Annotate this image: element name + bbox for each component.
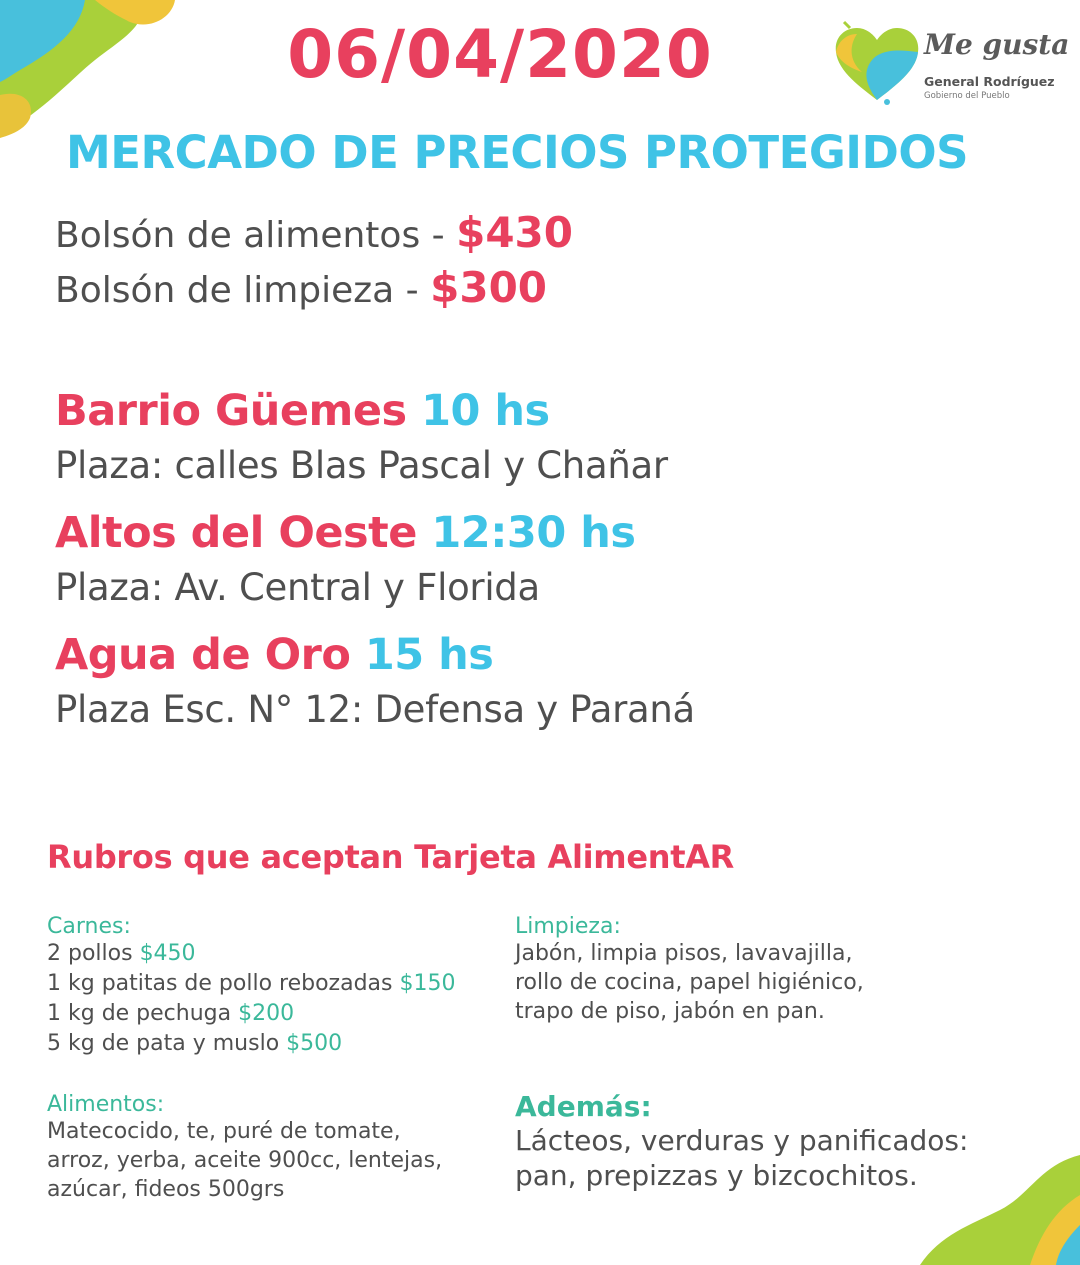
- location-name: [55, 508, 635, 558]
- location-time: 12:30 hs: [431, 508, 636, 558]
- bolson-label: Bolsón de limpieza -: [55, 270, 431, 311]
- rubros-title: Rubros que aceptan Tarjeta AlimentAR: [47, 838, 735, 876]
- bolson-limpieza: [55, 263, 547, 312]
- heart-logo-icon: [832, 20, 922, 110]
- list-item: 2 pollos $450: [47, 941, 196, 966]
- logo-tagline: Gobierno del Pueblo: [924, 91, 1010, 101]
- location-time: 10 hs: [421, 386, 550, 436]
- carnes-title: Carnes:: [47, 914, 131, 939]
- list-item: Matecocido, te, puré de tomate,: [47, 1119, 401, 1144]
- location-title: Barrio Güemes: [55, 386, 407, 436]
- limpieza-title: Limpieza:: [515, 914, 621, 939]
- bolson-label: Bolsón de alimentos -: [55, 215, 457, 256]
- list-item: Lácteos, verduras y panificados:: [515, 1124, 969, 1157]
- location-name: [55, 630, 493, 680]
- list-item: pan, prepizzas y bizcochitos.: [515, 1159, 918, 1192]
- location-place: Plaza Esc. N° 12: Defensa y Paraná: [55, 688, 695, 731]
- list-item: 5 kg de pata y muslo $500: [47, 1031, 343, 1056]
- location-place: Plaza: calles Blas Pascal y Chañar: [55, 444, 668, 487]
- page-date: 06/04/2020: [287, 16, 713, 93]
- location-name: [55, 386, 550, 436]
- bolson-alimentos: [55, 208, 573, 257]
- ademas-section: [515, 1090, 968, 1193]
- ademas-title: Además:: [515, 1090, 652, 1123]
- carnes-section: [47, 914, 455, 1059]
- logo-title: Me gusta: [924, 28, 1070, 61]
- location-time: 15 hs: [364, 630, 494, 680]
- list-item: Jabón, limpia pisos, lavavajilla,: [515, 941, 853, 966]
- list-item: arroz, yerba, aceite 900cc, lentejas,: [47, 1148, 443, 1173]
- list-item: 1 kg de pechuga $200: [47, 1001, 295, 1026]
- location-place: Plaza: Av. Central y Florida: [55, 566, 540, 609]
- logo-subtitle: General Rodríguez: [924, 74, 1055, 89]
- location-title: Agua de Oro: [55, 630, 351, 680]
- headline: MERCADO DE PRECIOS PROTEGIDOS: [66, 126, 969, 179]
- bolson-price: $300: [430, 263, 548, 312]
- list-item: azúcar, fideos 500grs: [47, 1177, 285, 1202]
- location-title: Altos del Oeste: [55, 508, 417, 558]
- limpieza-section: [515, 914, 864, 1026]
- list-item: rollo de cocina, papel higiénico,: [515, 970, 864, 995]
- alimentos-title: Alimentos:: [47, 1092, 165, 1117]
- logo: [832, 20, 1070, 110]
- alimentos-section: [47, 1092, 442, 1204]
- list-item: trapo de piso, jabón en pan.: [515, 999, 825, 1024]
- bolson-price: $430: [456, 208, 573, 257]
- list-item: 1 kg patitas de pollo rebozadas $150: [47, 971, 456, 996]
